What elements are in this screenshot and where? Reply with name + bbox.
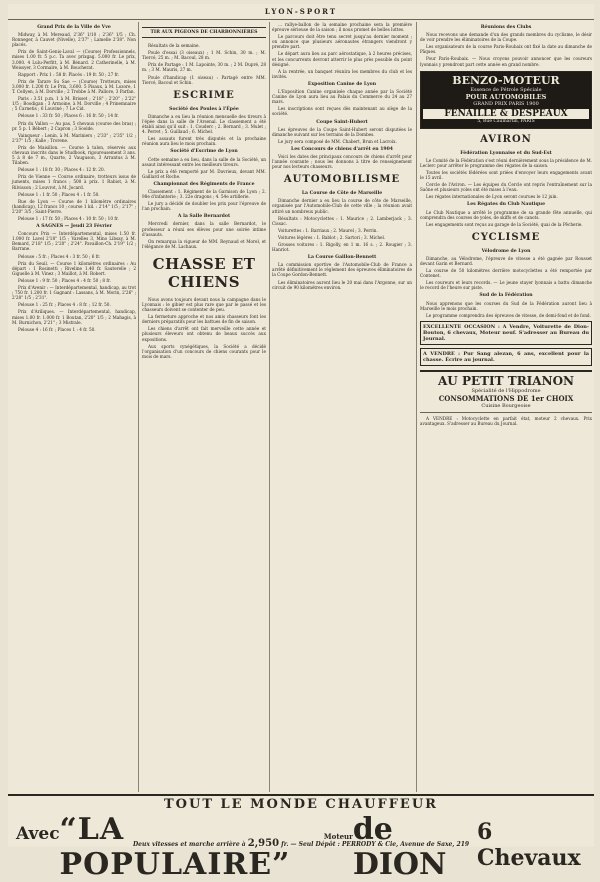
ad-line: GRAND PRIX PARIS 1900 (473, 100, 539, 107)
article-paragraph: La fermeture approche et nos amis chasseurs font les derniers préparatifs pour les battues de fin de saison. (142, 314, 266, 325)
article-paragraph: Pelouse 1 : 1 fr. 50 ; Places 4 : 1 fr. 50. (18, 191, 100, 197)
section-subheading: A la Salle Bernardot (177, 214, 231, 220)
column-3 (272, 22, 412, 792)
ad-line: Essence de Pétrole Spéciale (470, 86, 542, 93)
article-paragraph: Le départ aura lieu au parc aérostatique, à 2 heures précises, et les concurrents devront atterrir le plus près possible du point désigné. (272, 51, 412, 67)
benzo-moteur-ad (420, 71, 592, 129)
article-paragraph: Voici les dates des principaux concours de chiens d'arrêt pour l'année courante ; nous les donnons à titre de renseignement pour nos lecteurs chasseurs. (272, 153, 412, 170)
article-paragraph: Cercle de l'Aviron. — Les équipes du Cercle ont repris l'entraînement sur la Saône et plusieurs yoles ont été mises à l'eau. (420, 182, 592, 193)
article-paragraph: ... rallye-ballon de la semaine prochaine sera la première épreuve sérieuse de la saison ; il nous promet de belles luttes. (272, 22, 412, 33)
section-subheading: Les Régates du Club Nautique (466, 202, 546, 208)
column-divider (416, 22, 417, 792)
article-paragraph: Prix du Vallon — Au pas, 5 chevaux (course des bras) ; pr. 5 p. 1 Bébert ; 2 Capron ; 3 Soolde. (12, 120, 136, 131)
page-header (8, 4, 594, 20)
divider (420, 412, 592, 413)
article-paragraph: Les assauts furent très disputés et la prochaine réunion aura lieu le mois prochain. (142, 136, 266, 147)
ad-brand: BENZO-MOTEUR (452, 73, 560, 87)
article-paragraph: Nous avons toujours devant nous la campagne dans le Lyonnais : le gibier est plus rare que par le passé et les chasseurs doivent se contenter de peu. (142, 296, 266, 313)
section-subheading: Les Concours de chiens d'arrêt en 1904 (291, 146, 393, 152)
newspaper-page (8, 4, 594, 882)
column-divider (138, 22, 139, 792)
section-subheading: La Course de Côte de Marseille (301, 191, 383, 197)
classified-text: A VENDRE : Motocyclette en parfait état, moteur 2 chevaux. Prix avantageux. S'adresser au Bureau du Journal. (420, 415, 592, 426)
ad-details-prefix: Deux vitesses et marche arrière à (132, 841, 246, 848)
chasse-title: CHASSE ET CHIENS (152, 254, 256, 291)
article-paragraph: Les chiens d'arrêt ont fait merveille cette année et plusieurs éleveurs ont obtenu de beaux succès aux expositions. (142, 326, 266, 342)
article-paragraph: Rapport : Prix 1 : 58 fr. Placés : 19 fr. 50 ; 27 fr. (18, 71, 119, 77)
ad-power: 6 Chevaux (476, 819, 581, 871)
ad-details (8, 838, 594, 849)
article-paragraph: Prix d'Avenir : — Interdépartemental, handicap, au trot ; 750 fr. 1.200 fr. 1 Gagnant : Lassans, à M. Morin, 2'26" ; 2'28" 1/5 ; 2'31". (12, 285, 136, 301)
article-paragraph: Rue de Lyon — Course de 1 kilomètre ordinaires (handicap), 12 francs 10 ; course 1 kil. : 2'14" 1/5 ; 2'17" ; 2'20" 3/5 ; Saint-Pierre. (12, 198, 136, 214)
column-4 (420, 22, 592, 792)
section-subheading: Exposition Canine de Lyon (307, 81, 377, 87)
ad-details-suffix: fr. — Seul Dépôt : PERRODY & Cie, Avenue de Saxe, 219 (281, 841, 470, 848)
article-paragraph: Prix d'Ariliques. — Interdépartemental, handicap, mises 1.00 fr. 1.000 fr. 1 Boutan, 2'20" 1/5 ; 2 Mahagis, à M. Burnichon, 2'21" ; 3 Mistrale. (12, 309, 136, 325)
article-paragraph: Résultats : Motocyclettes : 1. Maurice ; 2. Lamberjack ; 3. Cissac. (272, 215, 412, 226)
article-paragraph: Poule d'essai (3 oiseaux) ; 1 M. Schin, 30 m. ; M. Tiercé, 25 m. ; M. Bacoul, 28 m. (142, 50, 266, 61)
article-paragraph: Pelouse 4 : 16 fr. ; Places 1 : 4 fr. 50. (18, 326, 96, 332)
article-paragraph: Prix de Vienne — Course ordinaire, trotteurs issus de juments, mises 1 francs ; 500 à prix. 1 Rabiot, à M. Rilvisson ; 2 Louvrot, à M. Jocard. (12, 174, 136, 190)
ad-company: FENAILLE & DESPEAUX (423, 109, 589, 119)
article-paragraph: Pelouse 1 : 18 fr. 30 ; Places 4 : 12 fr. 20. (18, 167, 105, 173)
ad-brand: de DION (352, 812, 447, 882)
escrime-title: ESCRIME (173, 89, 235, 101)
ad-line: Spécialité de l'Hippodrome (471, 387, 541, 394)
ad-word: Moteur (323, 832, 353, 841)
section-heading: Grand Prix de la Ville de Vve (37, 25, 111, 30)
column-1 (12, 22, 136, 792)
article-paragraph: Prix de Saint-Genis-Laval — (Course) Professionnels, mises 1.00 fr. 5 p.c. Ta avec prixgag. 5.000 fr. Le prix, 3.000. 4 Lulu-Perfitt, à M. Bénard. 2 Catherinelle, à M. Weissyer, 3 Cormaire, à M. Boucherat. (12, 49, 136, 70)
article-paragraph: Poule d'handicap (1 oiseau) : Partagé entre MM. Tiercé, Bacoul et Schin. (142, 74, 266, 85)
section-subheading: Sud de la Fédération (479, 293, 533, 299)
article-paragraph: Les épreuves de la Coupe Saint-Hubert seront disputées le dimanche suivant sur les terrains de la Dombes. (272, 126, 412, 137)
section-subheading: Réunions des Clubs (480, 25, 532, 30)
article-paragraph: Prix de Partage : 1 M. Lapointe, 30 m. ; 2 M. Dupré, 28 m. ; 3 M. Mauris, 27 m. (142, 62, 266, 73)
article-paragraph: Grosses voitures : 1. Rigolly, en 1 m. 16 s. ; 2. Rougier ; 3. Hanriot. (272, 242, 412, 253)
article-paragraph: Les régates internationales de Lyon seront courues le 12 juin. (426, 194, 558, 200)
ad-product: “LA POPULAIRE” (59, 812, 291, 882)
article-paragraph: Aux sports cynégétiques, la Société a décidé l'organisation d'un concours de chiens courants pour le mois de mars. (142, 343, 266, 359)
article-paragraph: Le Club Nautique a arrêté le programme de sa grande fête annuelle, qui comprendra des courses de yoles, de skiffs et de canots. (420, 209, 592, 220)
ad-line: Cuisine Bourgeoise (481, 402, 531, 409)
section-heading: TIR AUX PIGEONS DE CHARBONNIÈRES (150, 30, 258, 35)
article-paragraph: Toutes les sociétés fédérées sont priées d'envoyer leurs engagements avant le 15 avril. (420, 169, 592, 181)
section-subheading: Coupe Saint-Hubert (316, 119, 368, 125)
section-subheading: Société d'Escrime de Lyon (170, 149, 238, 155)
article-paragraph: Pelouse 1 : 33 fr. 50 ; Places 6 : 16 fr. 50 ; 14 fr. (18, 113, 119, 119)
article-paragraph: Les inscriptions sont reçues dès maintenant au siège de la société. (272, 106, 412, 117)
automobilisme-title: AUTOMOBILISME (283, 174, 401, 186)
section-subheading: Championnat des Régiments de France (153, 181, 255, 187)
article-paragraph: Prix de Tarare Su Sae — (Course) Trotteurs, mises 3.000 fr. 1.200 fr. Le Prix, 3.600. 5 Pisaux, à M. Lozore, 1 T. Cellyen, à M. Dorville ; 2 Trobbe à M. Pallore, 3 Parfan. (12, 78, 136, 95)
article-paragraph: Dimanche dernier a eu lieu la course de côte de Marseille, organisée par l'Automobile-Club de cette ville ; la réunion avait attiré un nombreux public. (272, 198, 412, 214)
article-paragraph: Le prix a été remporté par M. Davrieux, devant MM. Gaillard et Roche. (142, 168, 266, 179)
section-subheading: Fédération Lyonnaise et du Sud-Est (460, 150, 552, 156)
article-paragraph: L'Exposition Canine organisée chaque année par la Société Canine de Lyon aura lieu au Palais du Commerce du 24 au 27 mars. (272, 89, 412, 105)
classified-text: EXCELLENTE OCCASION : A Vendre, Voiturette de Dion-Bouton, 6 chevaux, Moteur neuf. S'adresser au Bureau du Journal. (423, 323, 589, 342)
article-paragraph: Classement : 1. Régiment de la Garnison de Lyon ; 2. 98e d'infanterie ; 3. 22e dragons ; 4. 54e artillerie. (142, 188, 266, 200)
article-paragraph: Pour Paris-Roubaix. — Nous croyons pouvoir annoncer que les coureurs lyonnais y prendront part cette année en grand nombre. (420, 56, 592, 67)
article-paragraph: Les engagements sont reçus au garage de la Société, quai de la Pêcherie. (426, 221, 583, 227)
column-divider (269, 22, 270, 792)
article-paragraph: Résultats de la semaine. (148, 43, 200, 49)
article-paragraph: Dimanche, au Vélodrome, l'épreuve de vitesse a été gagnée par Rousset devant Garin et Bernard. (420, 255, 592, 266)
ad-headline: TOUT LE MONDE CHAUFFEUR (164, 797, 438, 812)
article-paragraph: Cette semaine a eu lieu, dans la salle de la Société, un assaut intéressant entre les meilleurs tireurs. (142, 156, 266, 167)
article-paragraph: Midway, à M. Mereaud, 2'36" 1/10 ; 2'36" 1/5 ; Ch. Ronneger, à Cauvet (Nivelle), 2'37" ; Lamelle 2'38". Non placés. (12, 32, 136, 48)
classified-ad (420, 321, 592, 345)
section-subheading: Vélodrome de Lyon (481, 248, 531, 254)
ad-brand: AU PETIT TRIANON (438, 373, 574, 388)
ad-line: POUR AUTOMOBILES (465, 92, 547, 101)
article-paragraph: Pelouse 1 : 25 fr. ; Places 4 : 8 fr. ; 12 fr. 50. (18, 302, 111, 308)
cyclisme-title: CYCLISME (471, 231, 541, 243)
article-paragraph: Voiturettes : 1. Barriaux ; 2. Maurel ; 3. Perrin. (278, 227, 378, 233)
aviron-title: AVIRON (480, 133, 532, 145)
article-paragraph: Pelouse 1 : 17 fr. 50 ; Places 4 : 10 fr. 50 ; 10 fr. (18, 216, 119, 221)
article-paragraph: Les organisateurs de la course Paris-Roubaix ont fixé la date au dimanche de Pâques. (420, 44, 592, 55)
section-title-box (142, 27, 266, 38)
classified-text: A VENDRE : Pur Sang alezan, 6 ans, excellent pour la chasse. Écrire au journal. (423, 350, 589, 363)
article-paragraph: Vainqueur : Lenin, à M. Mariniers ; 2'33" ; 2'35" 1/2 ; 2'37" 1/5 ; Kalle ; Trorene. (12, 132, 136, 143)
column-2 (142, 22, 266, 792)
article-paragraph: Pelouse 1 : 9 fr. 50 ; Places 4 : 4 fr. 50 ; 8 fr. (18, 277, 111, 283)
ad-word: Avec (16, 824, 60, 844)
section-subheading: La Course Gaillon-Bennett (307, 255, 377, 261)
ad-price: 2,950 (247, 838, 280, 849)
article-paragraph: Prix du Seuil. — Course 1 kilomètres ordinaires : Au départ : 1 Rosinetti ; Riveline 1.40 fr. Sauterelle ; 2 Giguelle à M. Vinez ; 3 Maillot, à M. Robert. (12, 260, 136, 276)
masthead-title: LYON-SPORT (264, 7, 338, 16)
article-paragraph: Le parcours doit être tenu secret jusqu'au dernier moment ; on annonce que plusieurs aéronautes étrangers viendront y prendre part. (272, 34, 412, 50)
article-paragraph: Paris : 3.51 p.m. 1 à M. Brisset ; 2'18" ; 2'20" ; 2'22" 1/5 ; Boodigan ; 3 Armoine, à M. Dorville ; 4 Prinemnaire ; 5 Carnetis ; 6 Louviné ; 7 Le Cid. (12, 96, 136, 112)
article-paragraph: Le programme comprendra des épreuves de vitesse, de demi-fond et de fond. (426, 312, 591, 318)
article-paragraph: On remarqua la vigueur de MM. Reynaud et Morel, et l'élégance de M. Lachaux. (142, 238, 266, 249)
article-paragraph: Nous recevons une demande d'un des grands membres du cyclisme, le désir de voir prendre les éliminatoires de la Coupe. (420, 32, 592, 43)
article-paragraph: Voitures légères : 1. Bablot ; 2. Sartori ; 3. Michel. (278, 234, 386, 240)
article-paragraph: Le jury sera composé de MM. Chabert, Brun et Lacroix. (278, 138, 397, 144)
article-paragraph: Nous apprenons que les courses du Sud de la Fédération auront lieu à Marseille le mois prochain. (420, 300, 592, 311)
article-paragraph: Le jury a décidé de doubler les prix pour l'épreuve de l'an prochain. (142, 201, 266, 212)
article-paragraph: Les éliminatoires auront lieu le 20 mai dans l'Argonne, sur un circuit de 90 kilomètres environ. (272, 279, 412, 290)
article-paragraph: Pelouse : 5 fr. ; Places 4 : 3 fr. 50 ; 6 fr. (18, 253, 101, 259)
article-paragraph: Le Comité de la Fédération s'est réuni dernièrement sous la présidence de M. Leclerc pour arrêter le programme des régates de la saison. (420, 157, 592, 168)
classified-ad (420, 348, 592, 366)
article-paragraph: Concours Prix — Interdépartemental, mises 1.50 fr. 1.000 fr. Lavel 2'18" 1/5 ; Varelles 3, Mino Libsay, à M. Bemard, 2'18" 1/5 ; 2'20" ; 2'24". Pavaillon-Ch. 2'19" 1/2 ; Barrane. (12, 231, 136, 252)
article-paragraph: Prix de Maisillon. — Course à talon, réservés aux chevaux inscrits dans le Studbook, rigoureusement 3 ans. 5 à 8 de 7 m., Quarte, 2 Vauguson, 3 Arrantus à M. Tilaben. (12, 144, 136, 166)
article-paragraph: Dimanche a eu lieu la réunion mensuelle des tireurs à l'épée dans la salle de l'Arsenal. Le classement a été établi ainsi qu'il suit : 1. Couderc ; 2. Bernard ; 3. Mulet ; 4. Perret ; 5. Guillaud ; 6. Michel. (142, 113, 266, 135)
article-paragraph: Les coureurs et leurs records. — Le jeune stayer lyonnais a battu dimanche le record de l'heure sur piste. (420, 280, 592, 291)
article-paragraph: La course de 50 kilomètres derrière motocyclettes a été remportée par Contenet. (420, 268, 592, 279)
section-subheading: Société des Poules à l'Épée (169, 106, 239, 112)
article-paragraph: A la rentrée, un banquet réunira les membres du club et les invités. (272, 68, 412, 79)
article-paragraph: Mercredi dernier, dans la salle Bernardot, le professeur a réuni ses élèves pour une soirée intime d'assauts. (142, 221, 266, 237)
de-dion-ad (8, 794, 594, 882)
petit-trianon-ad (420, 370, 592, 409)
article-paragraph: La commission sportive de l'Automobile-Club de France a arrêté définitivement le règlement des épreuves éliminatoires de la Coupe Gordon-Bennett. (272, 262, 412, 278)
ad-address: 5, Rue Caumartin, PARIS (477, 118, 535, 124)
ad-line: CONSOMMATIONS DE 1er CHOIX (438, 393, 574, 403)
section-heading: A SAGNES — Jeudi 23 Février (36, 224, 112, 230)
